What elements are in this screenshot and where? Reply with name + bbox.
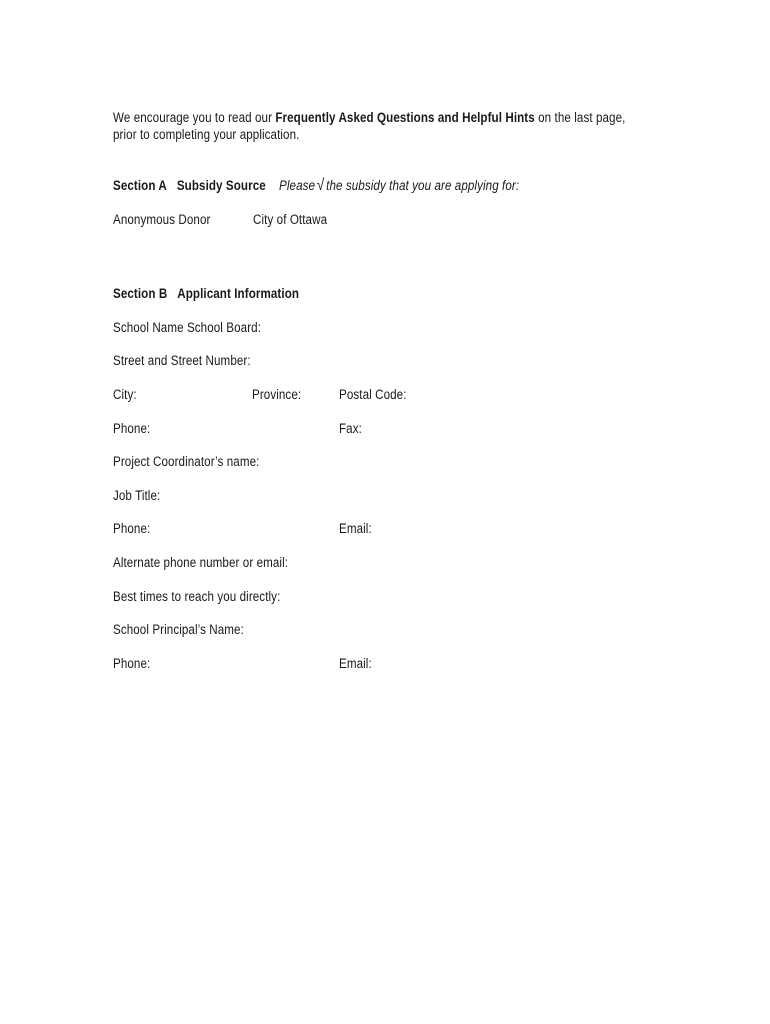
street-field[interactable]: Street and Street Number:	[113, 353, 251, 368]
section-a-instruction-after: the subsidy that you are applying for:	[326, 178, 520, 193]
coordinator-phone-field[interactable]: Phone:	[113, 521, 151, 536]
city-field[interactable]: City:	[113, 387, 137, 402]
phone-field[interactable]: Phone:	[113, 421, 151, 436]
alternate-contact-field[interactable]: Alternate phone number or email:	[113, 555, 289, 570]
checkmark-icon: √	[316, 177, 325, 194]
section-b-heading	[113, 286, 299, 302]
intro-suffix: on the last page,	[534, 110, 626, 125]
section-a-title: Subsidy Source	[176, 178, 266, 193]
intro-prefix: We encourage you to read our	[113, 110, 276, 125]
fax-field[interactable]: Fax:	[339, 421, 362, 436]
section-b-label: Section B	[113, 286, 168, 301]
coordinator-email-field[interactable]: Email:	[339, 521, 372, 536]
intro-line-2: prior to completing your application.	[113, 127, 300, 142]
option-city-of-ottawa[interactable]: City of Ottawa	[253, 212, 328, 227]
option-anonymous-donor[interactable]: Anonymous Donor	[113, 212, 211, 227]
principal-phone-field[interactable]: Phone:	[113, 656, 151, 671]
principal-name-field[interactable]: School Principal’s Name:	[113, 622, 244, 637]
principal-email-field[interactable]: Email:	[339, 656, 372, 671]
school-name-field[interactable]: School Name School Board:	[113, 320, 262, 335]
province-field[interactable]: Province:	[252, 387, 302, 402]
section-b-title: Applicant Information	[177, 286, 300, 301]
postal-code-field[interactable]: Postal Code:	[339, 387, 407, 402]
job-title-field[interactable]: Job Title:	[113, 488, 161, 503]
section-a-heading	[113, 178, 519, 194]
best-times-field[interactable]: Best times to reach you directly:	[113, 589, 281, 604]
section-a-label: Section A	[113, 178, 167, 193]
section-a-instruction-before: Please	[279, 178, 316, 193]
faq-reference: Frequently Asked Questions and Helpful Hints	[275, 110, 535, 125]
intro-line-1	[113, 110, 625, 126]
coordinator-name-field[interactable]: Project Coordinator’s name:	[113, 454, 260, 469]
